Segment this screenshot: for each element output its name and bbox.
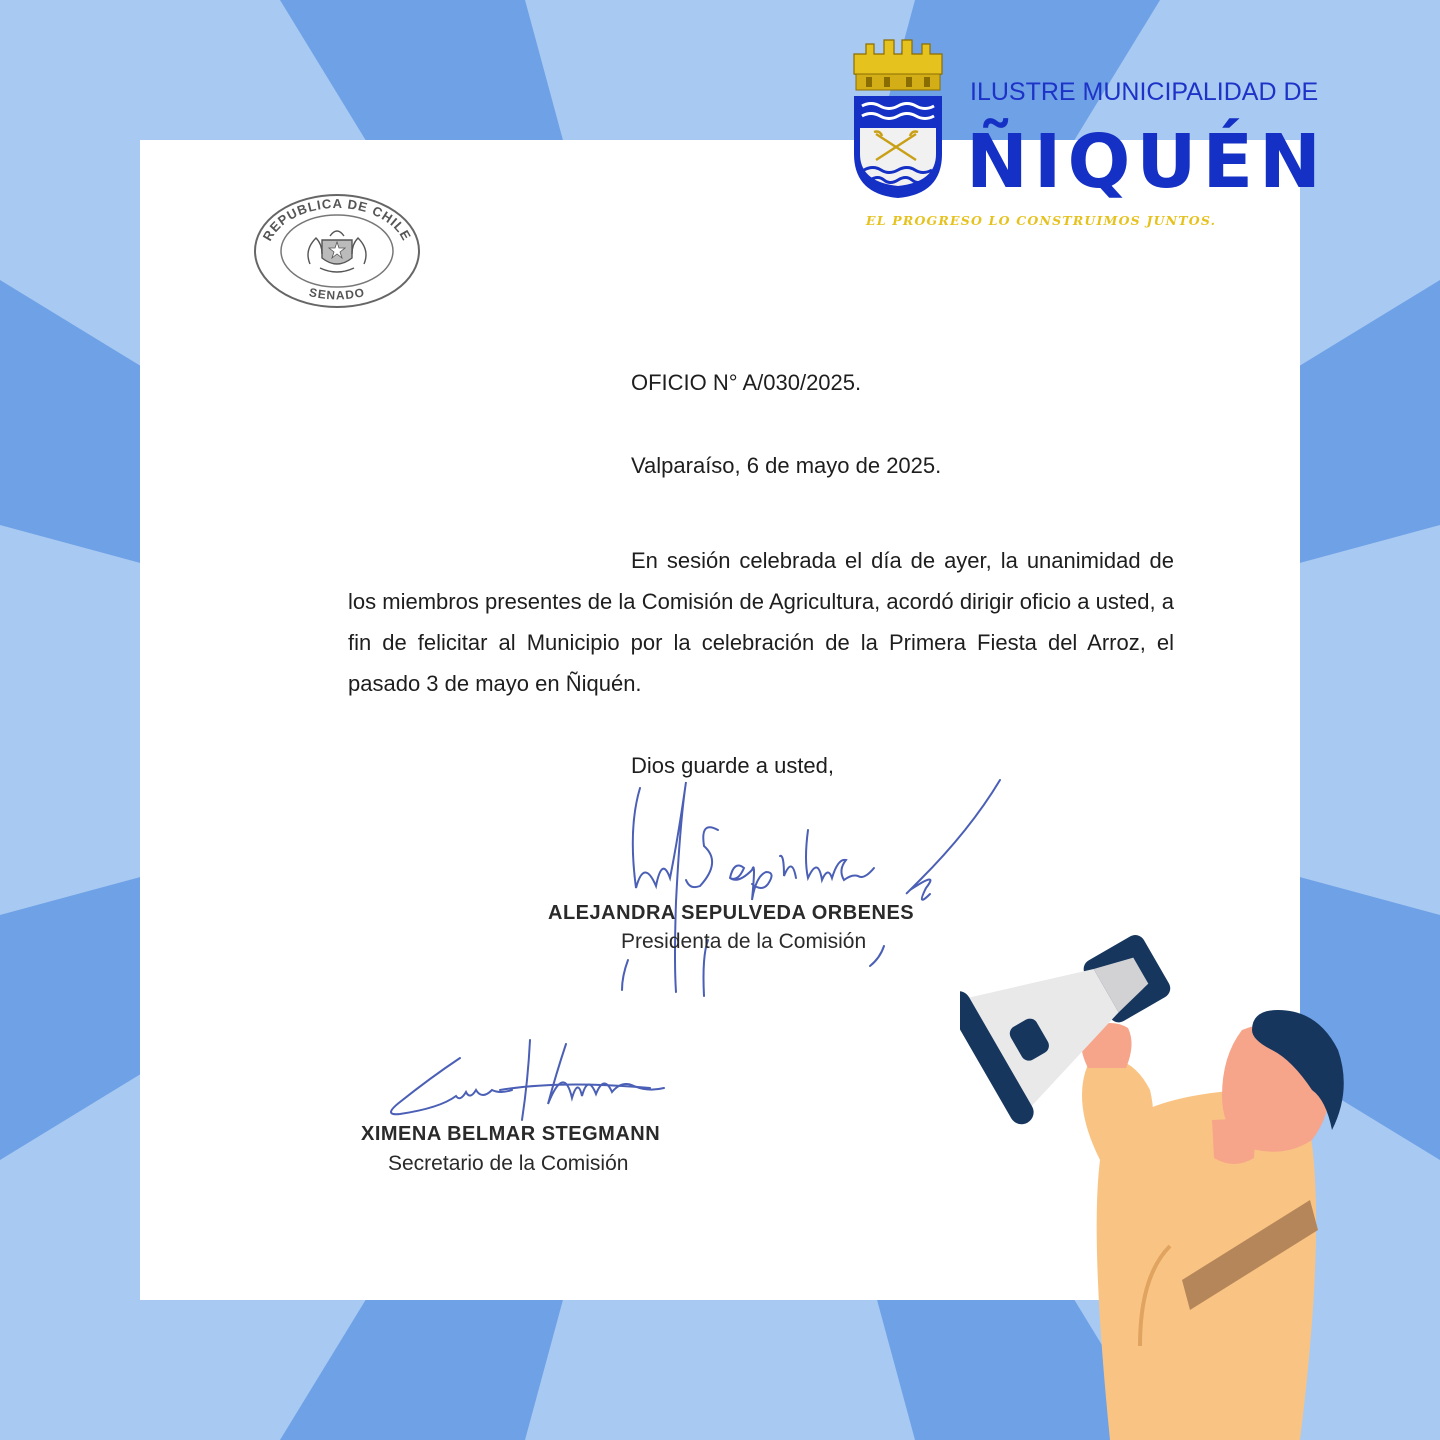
municipality-name: ÑIQUÉN xyxy=(966,119,1327,205)
signatory-1-role: Presidenta de la Comisión xyxy=(621,930,867,953)
signature-sepulveda-icon xyxy=(600,770,1020,1000)
senate-seal xyxy=(252,192,422,310)
municipality-slogan: EL PROGRESO LO CONSTRUIMOS JUNTOS. xyxy=(866,213,1217,228)
signature-belmar-icon xyxy=(380,1030,710,1130)
seal-top-text: REPUBLICA DE CHILE xyxy=(259,195,415,244)
municipality-label: ILUSTRE MUNICIPALIDAD DE xyxy=(970,78,1319,106)
letter-body: En sesión celebrada el día de ayer, la unanimidad de los miembros presentes de la Comisión de Agricultura, acordó dirigir oficio a usted, a fin de felicitar al Municipio por la celebración de la Primera Fiesta del Arroz, el pasado 3 de mayo en Ñiquén. xyxy=(348,548,1174,696)
signatory-2-role: Secretario de la Comisión xyxy=(388,1152,629,1175)
seal-bottom-text: SENADO xyxy=(307,285,367,303)
chile-coat-of-arms-icon xyxy=(308,231,366,272)
signatory-1-name: ALEJANDRA SEPULVEDA ORBENES xyxy=(548,902,915,924)
svg-text:REPUBLICA DE CHILE xyxy=(260,196,415,243)
letter-place-date: Valparaíso, 6 de mayo de 2025. xyxy=(631,453,942,478)
signatory-2-name: XIMENA BELMAR STEGMANN xyxy=(361,1123,661,1145)
niquen-crest-icon xyxy=(846,38,950,200)
person-megaphone-icon xyxy=(960,870,1380,1440)
letter-closing: Dios guarde a usted, xyxy=(631,753,835,778)
letter-reference: OFICIO N° A/030/2025. xyxy=(631,370,862,395)
